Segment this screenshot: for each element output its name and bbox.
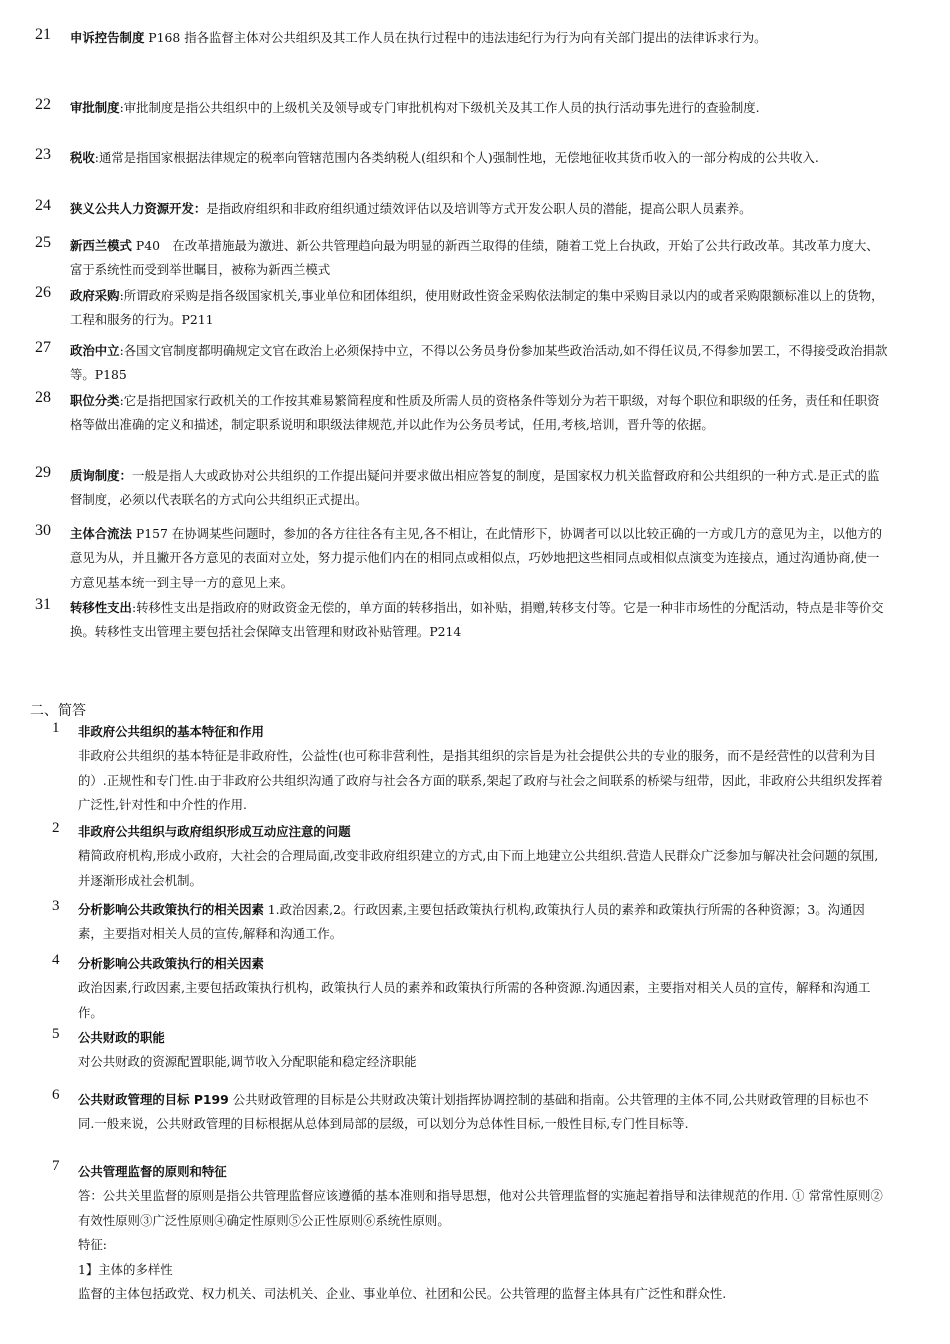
- item-desc: P157 在协调某些问题时，参加的各方往往各有主见,各不相让，在此情形下，协调者可以以比较正确的一方或几方的意见为主，以他方的意见为从，并且撇开各方意见的表面对立处，努力提示他们内在的相同点或相似点，巧妙地把这些相同点或相似点演变为连接点，通过沟通协商,使一方意见基本统一到主导一方的意见上来。: [70, 526, 883, 590]
- item-desc: :转移性支出是指政府的财政资金无偿的，单方面的转移指出，如补贴，捐赠,转移支付等。它是一种非市场性的分配活动，特点是非等价交换。转移性支出管理主要包括社会保障支出管理和财政补贴管理。P214: [70, 600, 884, 640]
- item-number: 24: [35, 197, 51, 214]
- item-text: [70, 522, 890, 595]
- question-number: 4: [52, 952, 60, 968]
- question-title: 非政府公共组织的基本特征和作用: [78, 724, 264, 739]
- question-content: [78, 898, 883, 947]
- question-content: [78, 1026, 883, 1075]
- question-number: 2: [52, 820, 60, 836]
- item-term: 审批制度: [70, 100, 120, 115]
- answer-text: 1】主体的多样性: [78, 1261, 173, 1277]
- question-title: 公共财政的职能: [78, 1030, 165, 1045]
- question-number: 1: [52, 720, 60, 736]
- item-number: 28: [35, 389, 51, 406]
- item-term: 新西兰模式: [70, 238, 132, 253]
- item-text: [70, 339, 890, 388]
- item-desc: :通常是指国家根据法律规定的税率向管辖范围内各类纳税人(组织和个人)强制性地，无偿地征收其货币收入的一部分构成的公共收入.: [94, 150, 819, 165]
- answer-text: 对公共财政的资源配置职能,调节收入分配职能和稳定经济职能: [78, 1054, 417, 1070]
- item-term: 狭义公共人力资源开发：: [70, 201, 207, 216]
- item-term: 政治中立: [70, 343, 120, 358]
- item-text: [70, 96, 890, 120]
- item-desc: P168 指各监督主体对公共组织及其工作人员在执行过程中的违法违纪行为行为向有关部门提出的法律诉求行为。: [144, 30, 767, 45]
- item-number: 25: [35, 234, 51, 251]
- item-number: 29: [35, 464, 51, 481]
- section-title: 二、简答: [30, 703, 86, 719]
- answer-text: 非政府公共组织的基本特征是非政府性，公益性(也可称非营利性，是指其组织的宗旨是为社会提供公共的专业的服务，而不是经营性的以营利为目的）.正规性和专门性.由于非政府公共组织沟通了政府与社会各方面的联系,架起了政府与社会之间联系的桥梁与纽带，因此，非政府公共组织发挥着广泛性,针对性和中介性的作用.: [78, 748, 883, 813]
- question-content: [78, 820, 883, 893]
- item-term: 职位分类: [70, 393, 120, 408]
- question-title: 公共财政管理的目标 P199: [78, 1092, 229, 1107]
- item-text: [70, 26, 890, 50]
- item-desc: 是指政府组织和非政府组织通过绩效评估以及培训等方式开发公职人员的潜能，提高公职人员素养。: [206, 201, 752, 216]
- question-title: 公共管理监督的原则和特征: [78, 1164, 227, 1179]
- item-term: 主体合流法: [70, 526, 132, 541]
- item-text: [70, 464, 890, 513]
- item-desc: :审批制度是指公共组织中的上级机关及领导或专门审批机构对下级机关及其工作人员的执行活动事先进行的查验制度.: [119, 100, 760, 115]
- item-desc: :它是指把国家行政机关的工作按其难易繁简程度和性质及所需人员的资格条件等划分为若干职级，对每个职位和职级的任务，责任和任职资格等做出准确的定义和描述，制定职系说明和职级法律规范,并以此作为公务员考试，任用,考核,培训，晋升等的依据。: [70, 393, 880, 433]
- item-desc: :所谓政府采购是指各级国家机关,事业单位和团体组织，使用财政性资金采购依法制定的集中采购目录以内的或者采购限额标准以上的货物，工程和服务的行为。P211: [70, 288, 884, 328]
- item-term: 政府采购: [70, 288, 120, 303]
- item-term: 质询制度：: [70, 468, 132, 483]
- question-number: 5: [52, 1026, 60, 1042]
- item-desc: P40 在改革措施最为激进、新公共管理趋向最为明显的新西兰取得的佳绩，随着工党上台执政，开始了公共行政改革。其改革力度大、富于系统性而受到举世瞩目，被称为新西兰模式: [70, 238, 879, 278]
- question-content: [78, 1088, 883, 1137]
- question-title: 分析影响公共政策执行的相关因素: [78, 956, 264, 971]
- answer-text: 1.政治因素,2。行政因素,主要包括政策执行机构,政策执行人员的素养和政策执行所需的各种资源；3。沟通因素，主要指对相关人员的宣传,解释和沟通工作。: [78, 902, 865, 942]
- item-text: [70, 146, 890, 170]
- item-number: 26: [35, 284, 51, 301]
- item-text: [70, 197, 890, 221]
- answer-text: 公共财政管理的目标是公共财政决策计划指挥协调控制的基础和指南。公共管理的主体不同,公共财政管理的目标也不同.一般来说，公共财政管理的目标根据从总体到局部的层级，可以划分为总体性目标,一般性目标,专门性目标等.: [78, 1092, 869, 1132]
- answer-text: 答：公共关里监督的原则是指公共管理监督应该遵循的基本准则和指导思想，他对公共管理监督的实施起着指导和法律规范的作用. ① 常常性原则②有效性原则③广泛性原则④确定性原则⑤公正性原则⑥系统性原则。: [78, 1188, 883, 1228]
- answer-text: 精简政府机构,形成小政府，大社会的合理局面,改变非政府组织建立的方式,由下而上地建立公共组织.营造人民群众广泛参加与解决社会问题的氛围,并逐渐形成社会机制。: [78, 848, 879, 888]
- question-content: [78, 720, 883, 818]
- item-number: 23: [35, 146, 51, 163]
- item-number: 21: [35, 26, 51, 43]
- question-title: 分析影响公共政策执行的相关因素: [78, 902, 264, 917]
- item-text: [70, 389, 890, 438]
- question-content: [78, 952, 883, 1025]
- item-text: [70, 284, 890, 333]
- question-number: 3: [52, 898, 60, 914]
- answer-text: 特征:: [78, 1237, 107, 1253]
- item-desc: :各国文官制度都明确规定文官在政治上必须保持中立，不得以公务员身份参加某些政治活动,如不得任议员,不得参加罢工，不得接受政治捐款等。P185: [70, 343, 888, 383]
- item-text: [70, 596, 890, 645]
- item-number: 31: [35, 596, 51, 613]
- item-desc: 一般是指人大或政协对公共组织的工作提出疑问并要求做出相应答复的制度，是国家权力机关监督政府和公共组织的一种方式.是正式的监督制度，必须以代表联名的方式向公共组织正式提出。: [70, 468, 880, 508]
- question-title: 非政府公共组织与政府组织形成互动应注意的问题: [78, 824, 351, 839]
- item-number: 27: [35, 339, 51, 356]
- item-number: 30: [35, 522, 51, 539]
- question-number: 6: [52, 1087, 60, 1103]
- item-term: 税收: [70, 150, 95, 165]
- item-text: [70, 234, 890, 283]
- answer-text: 监督的主体包括政党、权力机关、司法机关、企业、事业单位、社团和公民。公共管理的监督主体具有广泛性和群众性.: [78, 1286, 727, 1302]
- item-term: 转移性支出: [70, 600, 132, 615]
- answer-text: 政治因素,行政因素,主要包括政策执行机构，政策执行人员的素养和政策执行所需的各种资源.沟通因素，主要指对相关人员的宣传，解释和沟通工作。: [78, 980, 871, 1020]
- item-number: 22: [35, 96, 51, 113]
- question-number: 7: [52, 1158, 60, 1174]
- question-content: [78, 1160, 883, 1306]
- item-term: 申诉控告制度: [70, 30, 145, 45]
